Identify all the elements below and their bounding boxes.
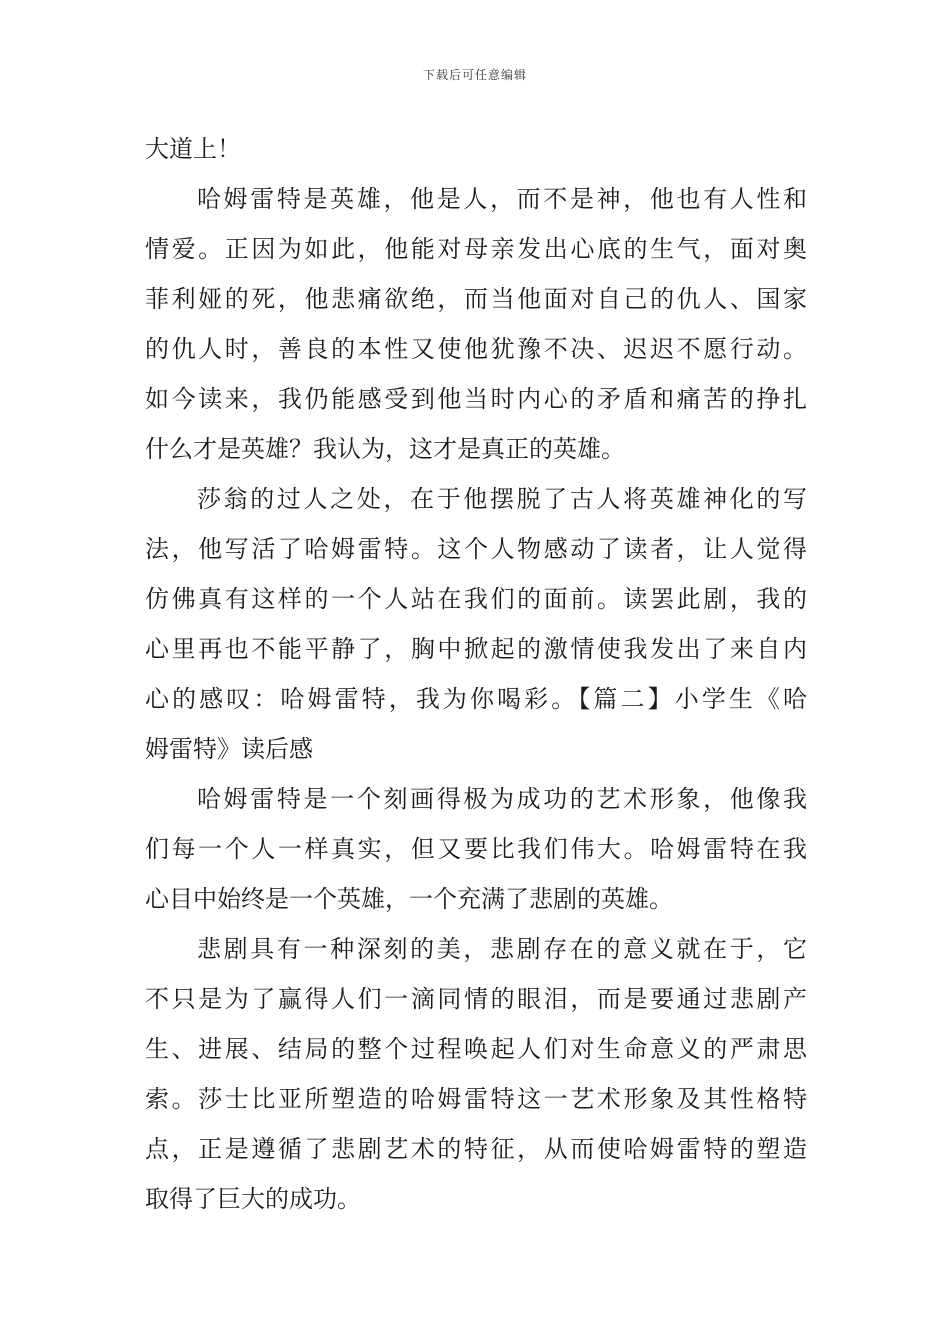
text-line: 不只是为了赢得人们一滴同情的眼泪，而是要通过悲剧产: [145, 985, 807, 1013]
page-header: 下载后可任意编辑: [422, 68, 527, 82]
text-line: 的仇人时，善良的本性又使他犹豫不决、迟迟不愿行动。: [145, 335, 807, 363]
text-line: 哈姆雷特是英雄，他是人，而不是神，他也有人性和: [197, 185, 807, 213]
text-line: 心的感叹：哈姆雷特，我为你喝彩。【篇二】小学生《哈: [145, 685, 807, 713]
text-line: 生、进展、结局的整个过程唤起人们对生命意义的严肃思: [145, 1035, 807, 1063]
text-line: 点，正是遵循了悲剧艺术的特征，从而使哈姆雷特的塑造: [145, 1135, 807, 1163]
text-line: 法，他写活了哈姆雷特。这个人物感动了读者，让人觉得: [145, 535, 807, 563]
text-line: 们每一个人一样真实，但又要比我们伟大。哈姆雷特在我: [145, 835, 807, 863]
text-line: 菲利娅的死，他悲痛欲绝，而当他面对自己的仇人、国家: [145, 285, 807, 313]
text-line: 如今读来，我仍能感受到他当时内心的矛盾和痛苦的挣扎: [145, 385, 807, 413]
text-line: 索。莎士比亚所塑造的哈姆雷特这一艺术形象及其性格特: [145, 1085, 807, 1113]
text-line: 心里再也不能平静了，胸中掀起的激情使我发出了来自内: [145, 635, 807, 663]
text-line: 取得了巨大的成功。: [145, 1185, 361, 1213]
text-line: 仿佛真有这样的一个人站在我们的面前。读罢此剧，我的: [145, 585, 807, 613]
document-body: [145, 124, 807, 1224]
text-line: 什么才是英雄？我认为，这才是真正的英雄。: [145, 435, 625, 463]
text-line: 情爱。正因为如此，他能对母亲发出心底的生气，面对奥: [145, 235, 807, 263]
text-line: 大道上！: [145, 135, 241, 163]
text-line: 悲剧具有一种深刻的美，悲剧存在的意义就在于，它: [197, 935, 807, 963]
text-line: 心目中始终是一个英雄，一个充满了悲剧的英雄。: [145, 885, 673, 913]
text-line: 姆雷特》读后感: [145, 735, 313, 763]
text-line: 莎翁的过人之处，在于他摆脱了古人将英雄神化的写: [197, 485, 807, 513]
text-line: 哈姆雷特是一个刻画得极为成功的艺术形象，他像我: [197, 785, 807, 813]
